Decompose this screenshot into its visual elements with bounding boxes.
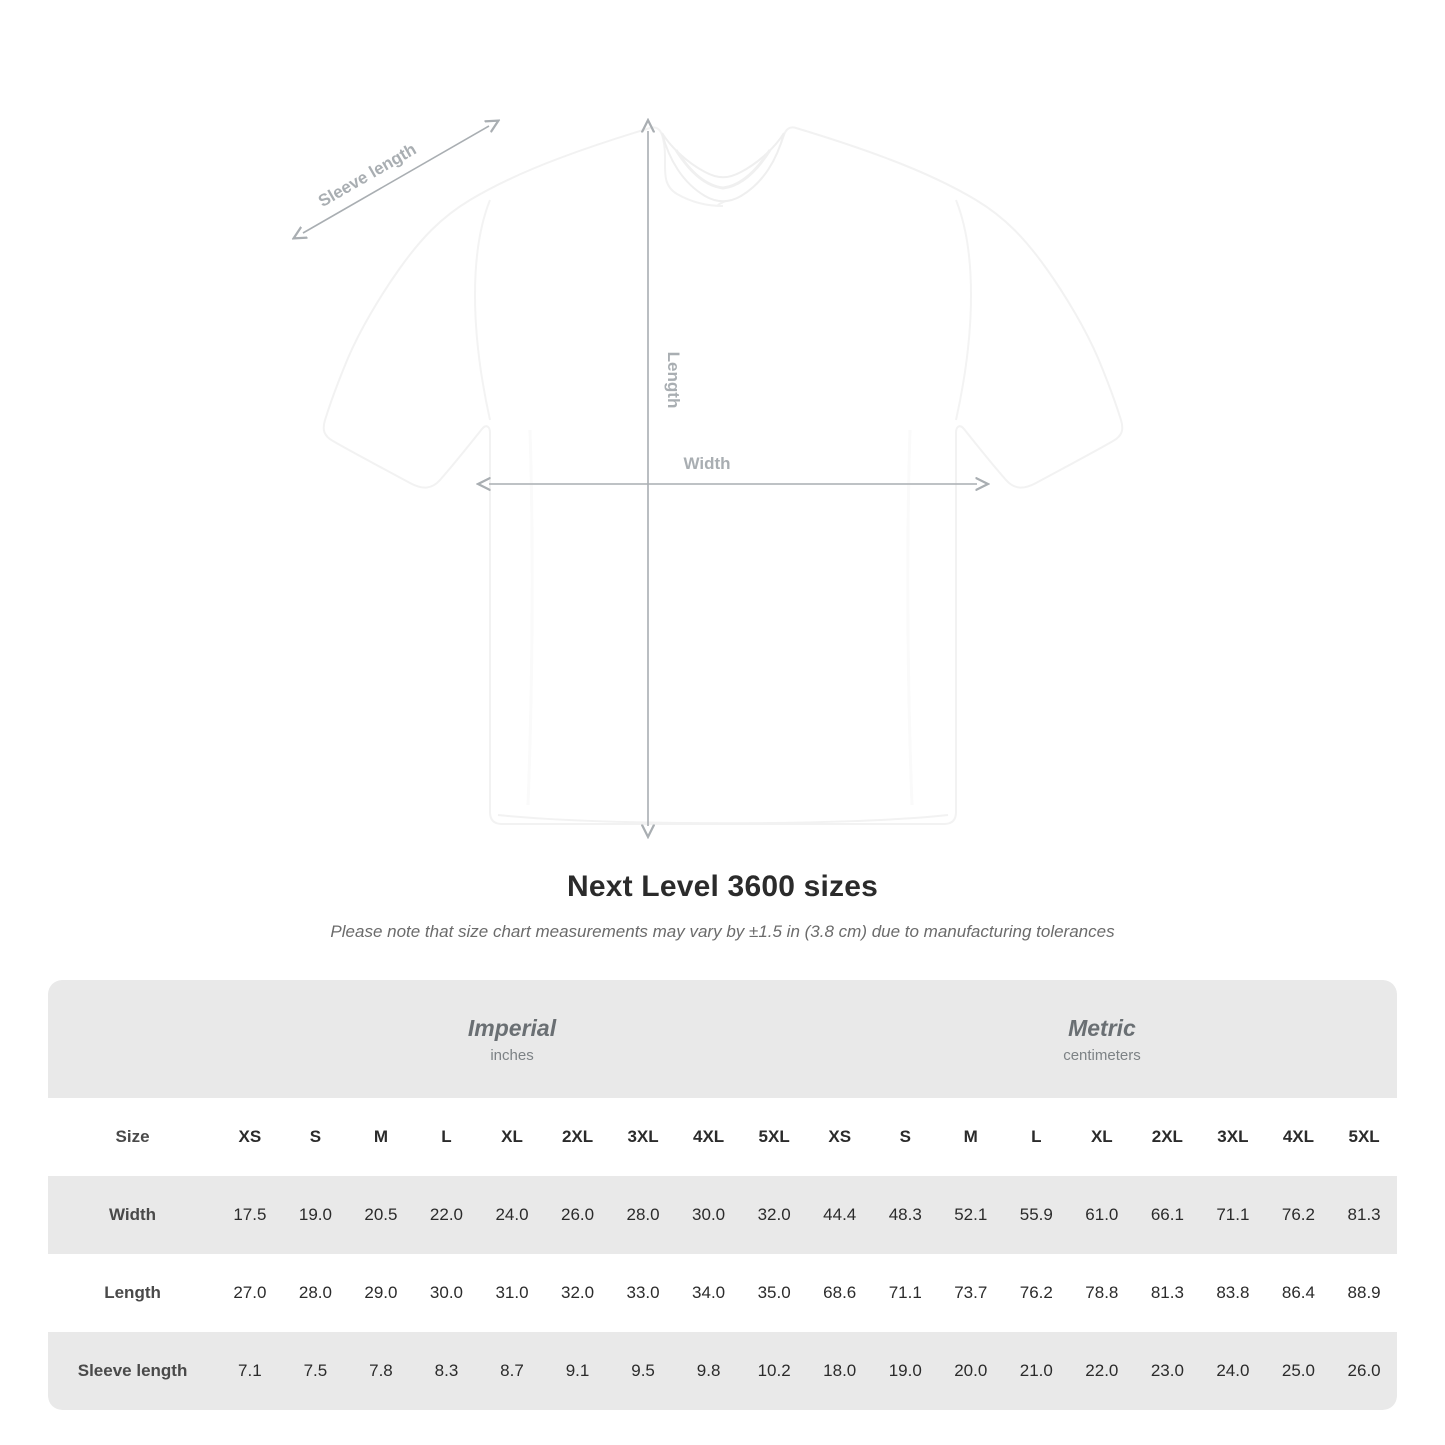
system-spacer <box>48 980 217 1098</box>
cell-width-imperial-2xl: 26.0 <box>545 1176 611 1254</box>
cell-length-metric-xl: 78.8 <box>1069 1254 1135 1332</box>
cell-length-imperial-xs: 27.0 <box>217 1254 283 1332</box>
system-imperial <box>217 980 807 1098</box>
size-header-imperial-3xl: 3XL <box>610 1098 676 1176</box>
row-label-length: Length <box>48 1254 217 1332</box>
size-header-metric-m: M <box>938 1098 1004 1176</box>
size-header-row <box>48 1098 1397 1176</box>
sleeve-length-label: Sleeve length <box>315 139 420 211</box>
length-label: Length <box>664 351 683 409</box>
size-header-metric-xl: XL <box>1069 1098 1135 1176</box>
cell-sleeve-metric-4xl: 25.0 <box>1266 1332 1332 1410</box>
cell-length-metric-5xl: 88.9 <box>1331 1254 1397 1332</box>
size-header-metric-3xl: 3XL <box>1200 1098 1266 1176</box>
cell-length-metric-2xl: 81.3 <box>1135 1254 1201 1332</box>
tolerance-note: Please note that size chart measurements may vary by ±1.5 in (3.8 cm) due to manufacturing tolerances <box>330 922 1115 941</box>
table-row <box>48 1176 1397 1254</box>
size-header-metric-s: S <box>872 1098 938 1176</box>
cell-sleeve-metric-5xl: 26.0 <box>1331 1332 1397 1410</box>
cell-width-metric-3xl: 71.1 <box>1200 1176 1266 1254</box>
table-row <box>48 1254 1397 1332</box>
system-imperial-name: Imperial <box>467 1015 557 1042</box>
cell-length-imperial-l: 30.0 <box>414 1254 480 1332</box>
cell-sleeve-metric-s: 19.0 <box>872 1332 938 1410</box>
size-header-metric-4xl: 4XL <box>1266 1098 1332 1176</box>
cell-length-imperial-m: 29.0 <box>348 1254 414 1332</box>
cell-width-imperial-5xl: 32.0 <box>741 1176 807 1254</box>
row-label-width: Width <box>48 1176 217 1254</box>
size-header-imperial-m: M <box>348 1098 414 1176</box>
size-header-metric-2xl: 2XL <box>1135 1098 1201 1176</box>
cell-sleeve-metric-xl: 22.0 <box>1069 1332 1135 1410</box>
system-metric-unit: centimeters <box>1063 1046 1141 1064</box>
cell-width-metric-xl: 61.0 <box>1069 1176 1135 1254</box>
cell-width-imperial-l: 22.0 <box>414 1176 480 1254</box>
cell-length-metric-l: 76.2 <box>1004 1254 1070 1332</box>
cell-length-imperial-5xl: 35.0 <box>741 1254 807 1332</box>
size-column-label: Size <box>48 1098 217 1176</box>
cell-sleeve-imperial-m: 7.8 <box>348 1332 414 1410</box>
cell-width-metric-4xl: 76.2 <box>1266 1176 1332 1254</box>
cell-length-metric-s: 71.1 <box>872 1254 938 1332</box>
cell-length-metric-m: 73.7 <box>938 1254 1004 1332</box>
system-imperial-unit: inches <box>490 1046 534 1064</box>
system-metric-name: Metric <box>1068 1015 1136 1042</box>
size-header-imperial-2xl: 2XL <box>545 1098 611 1176</box>
cell-sleeve-imperial-s: 7.5 <box>283 1332 349 1410</box>
cell-width-imperial-3xl: 28.0 <box>610 1176 676 1254</box>
cell-length-imperial-2xl: 32.0 <box>545 1254 611 1332</box>
cell-length-imperial-4xl: 34.0 <box>676 1254 742 1332</box>
cell-length-imperial-3xl: 33.0 <box>610 1254 676 1332</box>
cell-sleeve-metric-3xl: 24.0 <box>1200 1332 1266 1410</box>
width-label: Width <box>683 454 731 473</box>
cell-sleeve-imperial-2xl: 9.1 <box>545 1332 611 1410</box>
page-title: Next Level 3600 sizes <box>566 870 879 903</box>
size-header-metric-l: L <box>1004 1098 1070 1176</box>
cell-width-metric-2xl: 66.1 <box>1135 1176 1201 1254</box>
tshirt-shape <box>324 127 1123 824</box>
size-header-metric-5xl: 5XL <box>1331 1098 1397 1176</box>
size-chart-table-wrap <box>48 980 1397 1410</box>
cell-length-metric-xs: 68.6 <box>807 1254 873 1332</box>
size-header-imperial-s: S <box>283 1098 349 1176</box>
cell-sleeve-metric-m: 20.0 <box>938 1332 1004 1410</box>
cell-width-metric-xs: 44.4 <box>807 1176 873 1254</box>
table-row <box>48 1332 1397 1410</box>
cell-sleeve-imperial-4xl: 9.8 <box>676 1332 742 1410</box>
cell-sleeve-imperial-xs: 7.1 <box>217 1332 283 1410</box>
cell-width-metric-l: 55.9 <box>1004 1176 1070 1254</box>
cell-width-imperial-m: 20.5 <box>348 1176 414 1254</box>
size-header-imperial-l: L <box>414 1098 480 1176</box>
size-header-imperial-4xl: 4XL <box>676 1098 742 1176</box>
cell-sleeve-metric-xs: 18.0 <box>807 1332 873 1410</box>
cell-sleeve-imperial-l: 8.3 <box>414 1332 480 1410</box>
cell-length-metric-4xl: 86.4 <box>1266 1254 1332 1332</box>
cell-length-imperial-s: 28.0 <box>283 1254 349 1332</box>
cell-width-metric-5xl: 81.3 <box>1331 1176 1397 1254</box>
cell-width-imperial-xs: 17.5 <box>217 1176 283 1254</box>
size-header-imperial-xs: XS <box>217 1098 283 1176</box>
cell-length-metric-3xl: 83.8 <box>1200 1254 1266 1332</box>
cell-width-metric-s: 48.3 <box>872 1176 938 1254</box>
size-header-imperial-5xl: 5XL <box>741 1098 807 1176</box>
cell-sleeve-metric-l: 21.0 <box>1004 1332 1070 1410</box>
size-chart-table <box>48 980 1397 1410</box>
cell-width-imperial-4xl: 30.0 <box>676 1176 742 1254</box>
system-header-row <box>48 980 1397 1098</box>
cell-width-imperial-s: 19.0 <box>283 1176 349 1254</box>
cell-sleeve-imperial-3xl: 9.5 <box>610 1332 676 1410</box>
row-label-sleeve-length: Sleeve length <box>48 1332 217 1410</box>
cell-width-imperial-xl: 24.0 <box>479 1176 545 1254</box>
cell-width-metric-m: 52.1 <box>938 1176 1004 1254</box>
cell-sleeve-imperial-5xl: 10.2 <box>741 1332 807 1410</box>
size-header-imperial-xl: XL <box>479 1098 545 1176</box>
cell-length-imperial-xl: 31.0 <box>479 1254 545 1332</box>
cell-sleeve-imperial-xl: 8.7 <box>479 1332 545 1410</box>
size-header-metric-xs: XS <box>807 1098 873 1176</box>
system-metric <box>807 980 1397 1098</box>
cell-sleeve-metric-2xl: 23.0 <box>1135 1332 1201 1410</box>
